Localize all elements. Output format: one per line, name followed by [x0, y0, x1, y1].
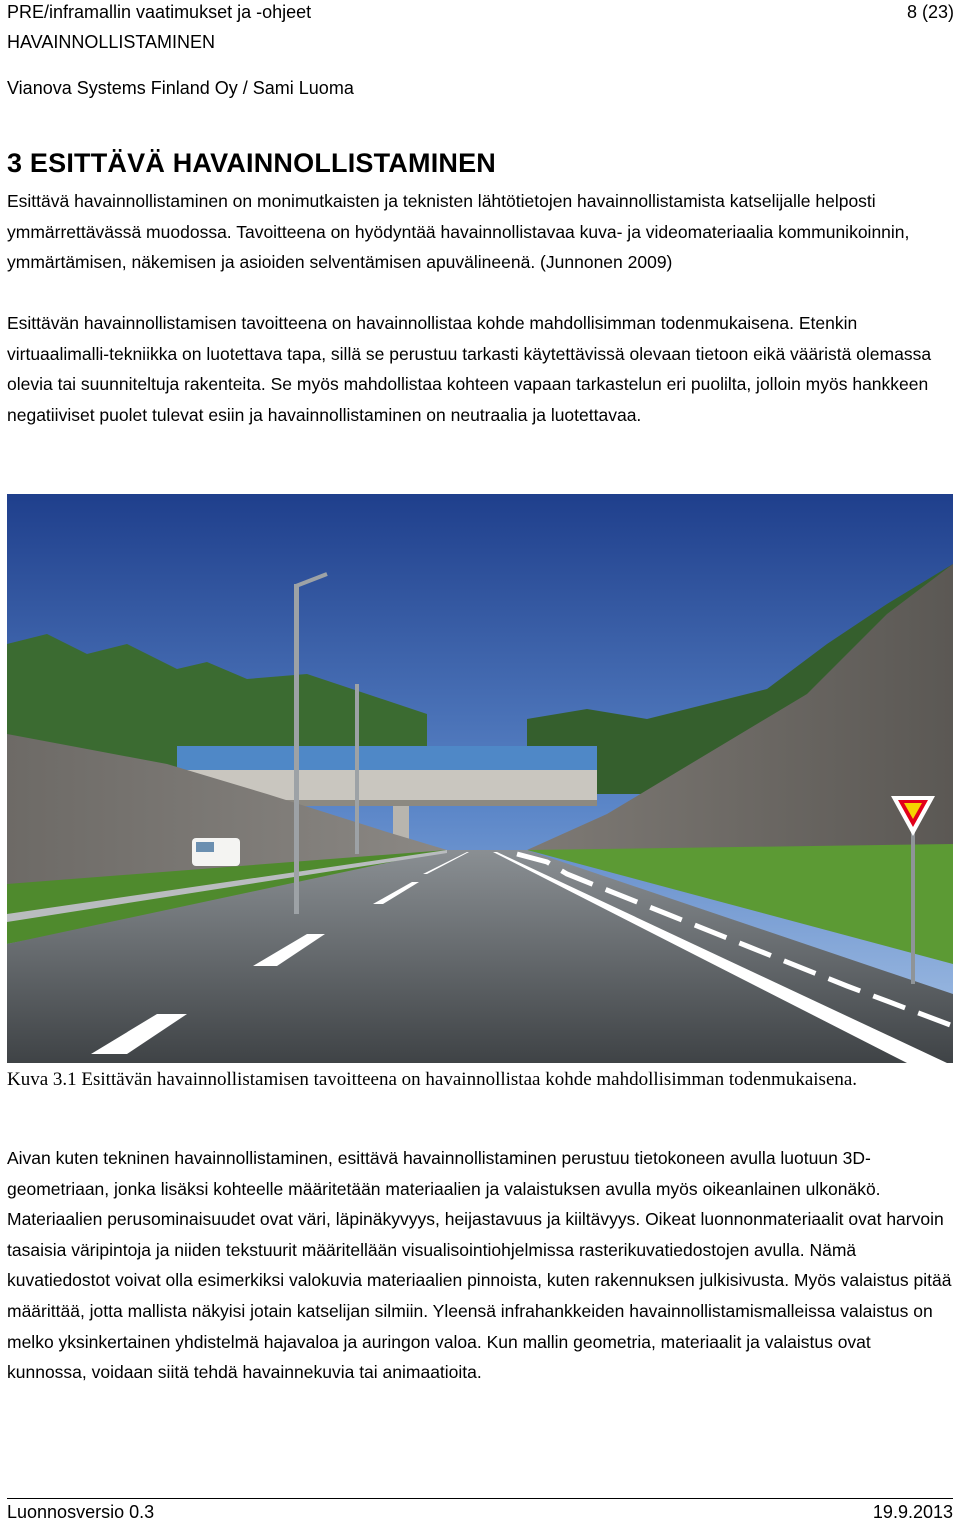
document-author: Vianova Systems Finland Oy / Sami Luoma — [7, 78, 354, 98]
bridge-railing — [177, 746, 597, 770]
paragraph-intro: Esittävä havainnollistaminen on monimutkaisten ja teknisten lähtötietojen havainnollistamista katselijalle helposti ymmärrettävässä muodossa. Tavoitteena on hyödyntää havainnollistavaa kuva- ja videomateriaalia kommunikoinnin, ymmärtämisen, näkemisen ja asioiden selventämisen apuvälineenä. (Junnonen 2009) — [7, 191, 910, 273]
footer-date: 19.9.2013 — [872, 1502, 953, 1522]
footer-version: Luonnosversio 0.3 — [7, 1502, 155, 1522]
document-subtitle: HAVAINNOLLISTAMINEN — [7, 32, 216, 52]
sign-post — [911, 824, 915, 984]
road-rendering — [7, 494, 953, 1063]
document-title: PRE/inframallin vaatimukset ja -ohjeet — [7, 2, 312, 22]
road-visualization-image — [7, 494, 953, 1063]
section-heading: 3 ESITTÄVÄ HAVAINNOLLISTAMINEN — [7, 148, 497, 178]
paragraph-materials: Aivan kuten tekninen havainnollistaminen, esittävä havainnollistaminen perustuu tietokoneen avulla luotuun 3D-geometriaan, jonka lisäksi kohteelle määritetään materiaalien ja valaistuksen avulla myös oikeanlainen ulkonäkö. Materiaalien perusominaisuudet ovat väri, läpinäkyvyys, heijastavuus ja kiiltävyys. Oikeat luonnonmateriaalit ovat harvoin tasaisia väripintoja ja niiden tekstuurit määritellään visualisointiohjelmissa rasterikuvatiedostojen avulla. Nämä kuvatiedostot voivat olla esimerkiksi valokuvia materiaalien pinnoista, kuten rakennuksen julkisivusta. Myös valaistus pitää määrittää, jotta mallista näkyisi jotain katselijan silmiin. Yleensä infrahankkeiden havainnollistamismalleissa valaistus on melko yksinkertainen yhdistelmä hajavaloa ja auringon valoa. Kun mallin geometria, materiaalit ja valaistus ovat kunnossa, voidaan siitä tehdä havainnekuvia tai animaatioita. — [7, 1148, 952, 1383]
footer-divider — [7, 1498, 953, 1499]
light-pole — [294, 584, 299, 914]
paragraph-goal: Esittävän havainnollistamisen tavoitteena on havainnollistaa kohde mahdollisimman todenmukaisena. Etenkin virtuaalimalli-tekniikka on luotettava tapa, sillä se perustuu tarkasti käytettävissä olevaan tietoon eikä vääristä olemassa olevia tai suunniteltuja rakenteita. Se myös mahdollistaa kohteen vapaan tarkastelun eri puolilta, jolloin myös hankkeen negatiiviset puolet tulevat esiin ja havainnollistaminen on neutraalia ja luotettavaa. — [7, 313, 932, 425]
page-number: 8 (23) — [906, 2, 954, 22]
figure-caption: Kuva 3.1 Esittävän havainnollistamisen tavoitteena on havainnollistaa kohde mahdollisimman todenmukaisena. — [7, 1069, 858, 1090]
